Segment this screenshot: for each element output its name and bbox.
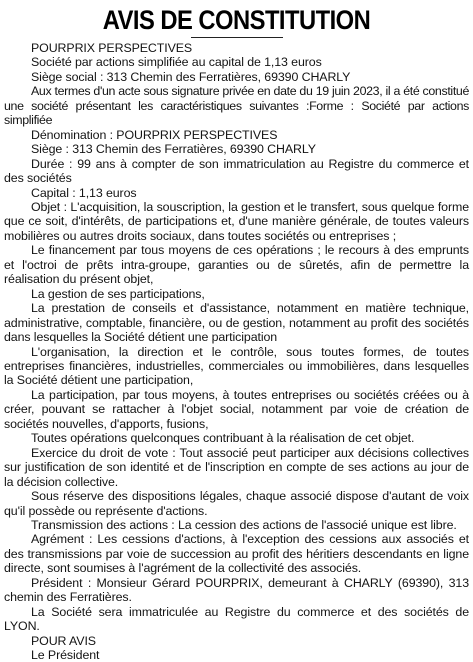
legal-notice <box>4 0 469 662</box>
company-name: POURPRIX PERSPECTIVES <box>31 41 193 55</box>
approval-clause: Agrément : Les cessions d'actions, à l'exception des cessions aux associés et des transmissions par voie de succession au profit des héritiers descendants en ligne directe, sont soumises à l'agrément de la collectivité des associés. <box>4 532 469 576</box>
voting-rights: Exercice du droit de vote : Tout associé peut participer aux décisions collectives sur justification de son identité et de l'inscription en compte de ses actions au jour de la décision collective. <box>4 445 469 489</box>
registered-office: Siège social : 313 Chemin des Ferratières, 69390 CHARLY <box>31 69 351 84</box>
notice-body <box>4 41 469 662</box>
denomination: Dénomination : POURPRIX PERSPECTIVES <box>31 127 278 142</box>
capital: Capital : 1,13 euros <box>31 185 137 200</box>
signatory: Le Président <box>31 648 100 662</box>
object-acquisition: Objet : L'acquisition, la souscription, la gestion et le transfert, sous quelque forme que ce soit, d'intérêts, de participations et, d'une manière générale, de toutes valeurs mobilières ou autres droits sociaux, dans toutes sociétés ou entreprises ; <box>4 199 469 243</box>
object-operations: Toutes opérations quelconques contribuant à la réalisation de cet objet. <box>31 431 415 446</box>
share-transfer: Transmission des actions : La cession des actions de l'associé unique est libre. <box>31 517 457 532</box>
pour-avis: POUR AVIS <box>31 633 96 648</box>
title-divider <box>191 37 283 38</box>
voting-reservation: Sous réserve des dispositions légales, chaque associé dispose d'autant de voix qu'il possède ou représente d'actions. <box>4 489 469 518</box>
siege: Siège : 313 Chemin des Ferratières, 69390 CHARLY <box>31 142 316 157</box>
president: Président : Monsieur Gérard POURPRIX, demeurant à CHARLY (69390), 313 chemin des Ferratières. <box>4 575 469 605</box>
duration: Durée : 99 ans à compter de son immatriculation au Registre du commerce et des sociétés <box>4 156 469 186</box>
constitution-statement: Aux termes d'un acte sous signature privée en date du 19 juin 2023, il a été constitué une société présentant les caractéristiques suivantes :Forme : Société par actions simplifiée <box>4 84 469 128</box>
company-form-capital: Société par actions simplifiée au capital de 1,13 euros <box>31 55 322 70</box>
notice-title: AVIS DE CONSTITUTION <box>102 5 371 35</box>
object-participation: La participation, par tous moyens, à toutes entreprises ou sociétés créées ou à créer, pouvant se rattacher à l'objet social, notamment par voie de création de sociétés nouvelles, d'apports, fusions, <box>4 387 469 431</box>
registration: La Société sera immatriculée au Registre du commerce et des sociétés de LYON. <box>4 604 469 634</box>
object-advisory: La prestation de conseils et d'assistance, notamment en matière technique, administrative, comptable, financière, ou de gestion, notamment au profit des sociétés dans lesquelles la Société détient une participation <box>4 301 469 345</box>
object-financing: Le financement par tous moyens de ces opérations ; le recours à des emprunts et l'octroi de prêts intra-groupe, garanties ou de sûretés, afin de permettre la réalisation du présent objet, <box>4 243 469 287</box>
object-organisation: L'organisation, la direction et le contrôle, sous toutes formes, de toutes entreprises financières, industrielles, commerciales ou immobilières, dans lesquelles la Société détient une participation, <box>4 344 469 388</box>
object-management: La gestion de ses participations, <box>31 286 205 301</box>
